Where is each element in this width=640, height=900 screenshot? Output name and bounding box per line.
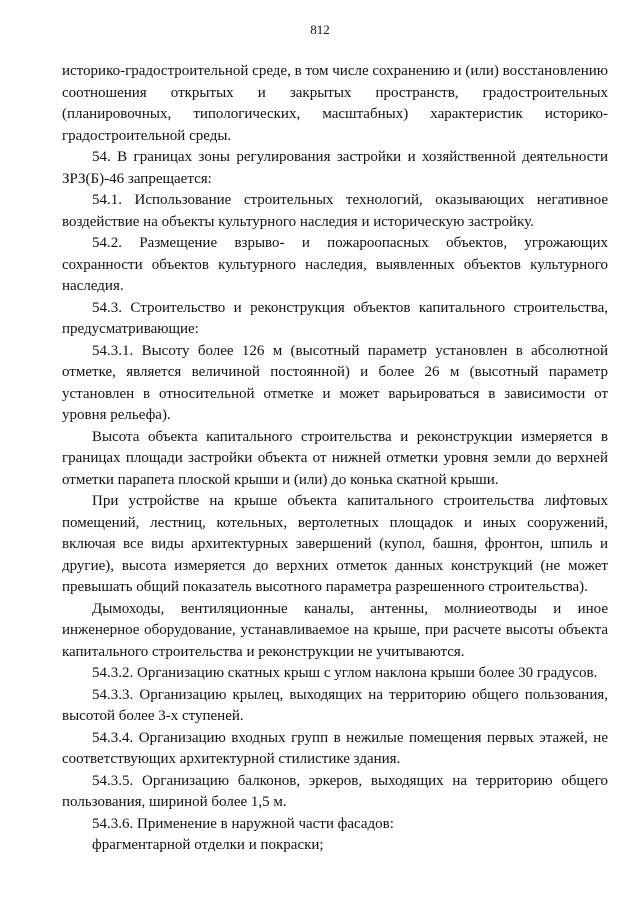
paragraph-facade-finishing: фрагментарной отделки и покраски; [92, 837, 324, 853]
document-body [62, 61, 608, 857]
paragraph-continuation: историко-градостроительной среде, в том числе сохранению и (или) восстановлению соотношения открытых и закрытых пространств, градостроительных (планировочных, типологических, масштабных) характеристик историко-градостроительной среды. [62, 63, 608, 144]
paragraph-roof-equipment: Дымоходы, вентиляционные каналы, антенны, молниеотводы и иное инженерное оборудование, устанавливаемое на крыше, при расчете высоты объекта капитального строительства и реконструкции не учитываются. [62, 600, 608, 660]
paragraph-height-measurement: Высота объекта капитального строительства и реконструкции измеряется в границах площади застройки объекта от нижней отметки уровня земли до верхней отметки парапета плоской крыши и (или) до конька скатной крыши. [62, 428, 608, 488]
page-number: 812 [310, 22, 330, 37]
paragraph-item-54-3-5: 54.3.5. Организацию балконов, эркеров, выходящих на территорию общего пользования, шириной более 1,5 м. [62, 772, 608, 810]
paragraph-roof-structures: При устройстве на крыше объекта капитального строительства лифтовых помещений, лестниц, котельных, вертолетных площадок и иных сооружений, включая все виды архитектурных завершений (купол, башня, фронтон, шпиль и другие), высота измеряется до верхних отметок данных конструкций (не может превышать общий показатель высотного параметра разрешенного строительства). [62, 493, 608, 595]
paragraph-item-54-3-1: 54.3.1. Высоту более 126 м (высотный параметр установлен в абсолютной отметке, является величиной постоянной) и более 26 м (высотный параметр установлен в относительной отметке и может варьироваться в зависимости от уровня рельефа). [62, 342, 608, 423]
paragraph-item-54-3-2: 54.3.2. Организацию скатных крыш с углом наклона крыши более 30 градусов. [92, 665, 598, 681]
paragraph-item-54-2: 54.2. Размещение взрыво- и пожароопасных объектов, угрожающих сохранности объектов культурного наследия, выявленных объектов культурного наследия. [62, 235, 608, 294]
paragraph-item-54-1: 54.1. Использование строительных технологий, оказывающих негативное воздействие на объекты культурного наследия и историческую застройку. [62, 192, 608, 230]
paragraph-item-54-3: 54.3. Строительство и реконструкция объектов капитального строительства, предусматривающие: [62, 299, 608, 337]
paragraph-item-54-3-4: 54.3.4. Организацию входных групп в нежилые помещения первых этажей, не соответствующих архитектурной стилистике здания. [62, 729, 608, 767]
paragraph-item-54-3-3: 54.3.3. Организацию крылец, выходящих на территорию общего пользования, высотой более 3-х ступеней. [62, 686, 608, 724]
paragraph-item-54: 54. В границах зоны регулирования застройки и хозяйственной деятельности ЗРЗ(Б)-46 запрещается: [62, 149, 608, 187]
paragraph-item-54-3-6: 54.3.6. Применение в наружной части фасадов: [92, 815, 394, 832]
